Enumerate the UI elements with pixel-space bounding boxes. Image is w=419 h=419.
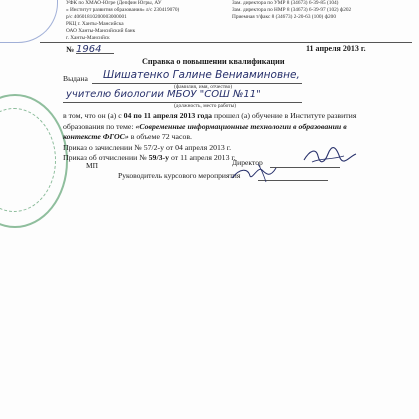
header-left-line: РКЦ г. Ханты-Мансийска — [66, 21, 124, 27]
p1-text-end: прошел (а) обучение в Институте развития — [212, 111, 357, 120]
header-left-line: ОАО Ханты-Мансийский банк — [66, 28, 136, 34]
header-bank-details — [66, 0, 179, 42]
director-label: Директор — [232, 158, 263, 167]
p1-text: в том, что он (а) с — [63, 111, 124, 120]
seal-place-label: МП — [86, 161, 98, 170]
course-topic: «Современные информационные технологии в образовании в — [135, 121, 347, 131]
director-signature — [300, 144, 360, 170]
number-prefix: № — [66, 45, 75, 54]
header-left-line: г. Ханты-Мансийск — [66, 35, 110, 41]
header-left-line: р/с 40601810200003000001 — [66, 14, 127, 20]
issued-label: Выдана — [63, 74, 88, 83]
dismissal-date: от 11 апреля 2013 г. — [169, 153, 236, 162]
number-underline — [76, 53, 114, 54]
header-contacts — [232, 0, 351, 21]
document-date: 11 апреля 2013 г. — [306, 44, 366, 53]
name-caption: (фамилия, имя, отчество) — [174, 84, 233, 90]
course-topic-end: контексте ФГОС» — [63, 132, 129, 141]
header-divider — [40, 42, 412, 43]
blue-stamp-mark — [0, 0, 58, 43]
paragraph-line-1 — [63, 111, 356, 121]
head-signature — [228, 160, 284, 184]
p2-text: образования по теме: — [63, 121, 136, 131]
header-right-line: Зам. директора по УМР 8 (34673) 6-39-85 (104) — [232, 0, 339, 6]
position-handwritten: учителю биологии МБОУ "СОШ №11" — [66, 89, 261, 100]
name-handwritten: Шишатенко Галине Вениаминовне, — [103, 69, 300, 81]
header-right-line: Приемная т/факс 8 (34673) 2-20-63 (100) ф200 — [232, 14, 336, 20]
dismissal-number: 59/3-у — [148, 153, 169, 162]
paragraph-line-3 — [63, 132, 192, 142]
header-left-line: « Институт развития образования» л/с 230419070) — [66, 7, 180, 13]
position-caption: (должность, место работы) — [174, 103, 237, 109]
header-left-line: УФК по ХМАО-Югре (Депфин Югры, АУ — [66, 0, 162, 6]
header-right-line: Зам. директора по НМР 8 (34673) 6-39-97 (102) ф202 — [232, 7, 352, 13]
document-title: Справка о повышении квалификации — [142, 57, 285, 66]
paragraph-line-2 — [63, 122, 347, 132]
number-handwritten: 1964 — [76, 44, 102, 55]
course-hours: в объеме 72 часов. — [128, 132, 192, 141]
course-dates: 04 по 11 апреля 2013 года — [123, 111, 213, 120]
dismissal-text: Приказ об отчислении № — [63, 153, 149, 162]
course-head-label: Руководитель курсового мероприятия — [118, 171, 241, 180]
enrollment-order: Приказ о зачислении № 57/2-у от 04 апреля 2013 г. — [63, 142, 232, 152]
